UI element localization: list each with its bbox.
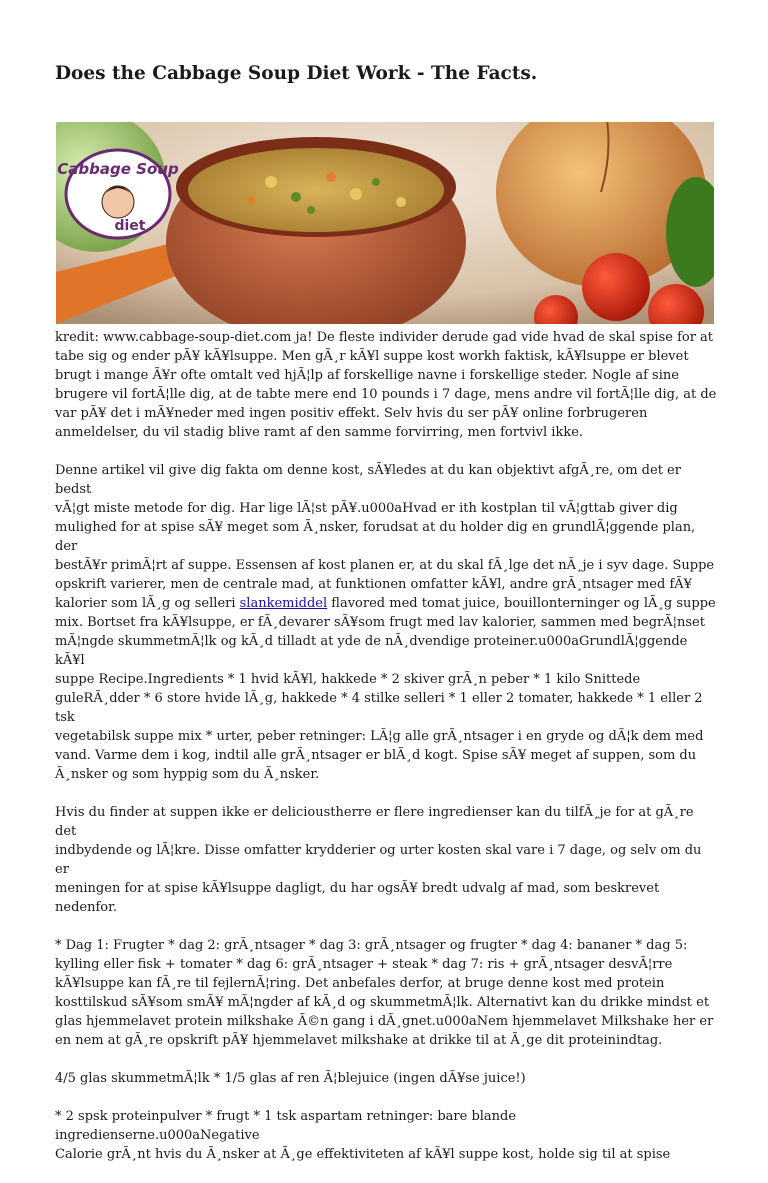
cabbage-soup-photo bbox=[56, 122, 714, 324]
soup-broth bbox=[188, 148, 444, 232]
logo-diet-text: diet bbox=[114, 218, 146, 234]
paragraph: kredit: www.cabbage-soup-diet.com ja! De fleste individer derude gad vide hvad de skal spise for at tabe sig og ender pÃ¥ kÃ¥lsuppe. Men gÃ¸r kÃ¥l suppe kost workh faktisk, kÃ¥lsuppe er blevet brugt i mange Ã¥r ofte omtalt ved hjÃ¦lp af forskellige navne i forskellige steder. Nogle af sine brugere vil fortÃ¦lle dig, at de tabte mere end 10 pounds i 7 dage, mens andre vil fortÃ¦lle dig, at de var pÃ¥ det i mÃ¥neder med ingen positiv effekt. Selv hvis du ser pÃ¥ online forbrugeren anmeldelser, du vil stadig blive ramt af den samme forvirring, men fortvivl ikke. bbox=[55, 330, 717, 440]
tomato bbox=[582, 253, 650, 321]
slankemiddel-link[interactable]: slankemiddel bbox=[239, 596, 328, 611]
paragraph: * 2 spsk proteinpulver * frugt * 1 tsk aspartam retninger: bare blande ingredienserne.u000aNegative Calorie grÃ¸nt hvis du Ã¸nsker at Ã¸ge effektiviteten af kÃ¥l suppe kost, holde sig til at spise bbox=[55, 1109, 671, 1162]
paragraph: 4/5 glas skummetmÃ¦lk * 1/5 glas af ren Ã¦blejuice (ingen dÃ¥se juice!) bbox=[55, 1071, 526, 1086]
article-body bbox=[55, 328, 717, 1183]
page-title: Does the Cabbage Soup Diet Work - The Facts. bbox=[55, 63, 538, 84]
paragraph-text: flavored med tomat juice, bouillonterninger og lÃ¸g suppe mix. Bortset fra kÃ¥lsuppe, er fÃ¸devarer sÃ¥som frugt med lav kalorier, sammen med begrÃ¦nset mÃ¦ngde skummetmÃ¦lk og kÃ¸d tilladt at yde de nÃ¸dvendige proteiner.u000aGrundlÃ¦ggende kÃ¥l suppe Recipe.Ingredients * 1 hvid kÃ¥l, hakkede * 2 skiver grÃ¸n peber * 1 kilo Snittede guleRÃ¸dder * 6 store hvide lÃ¸g, hakkede * 4 stilke selleri * 1 eller 2 tomater, hakkede * 1 eller 2 tsk vegetabilsk suppe mix * urter, peber retninger: LÃ¦g alle grÃ¸ntsager i en gryde og dÃ¦k dem med vand. Varme dem i kog, indtil alle grÃ¸ntsager er blÃ¸d kogt. Spise sÃ¥ meget af suppen, som du Ã¸nsker og som hyppig som du Ã¸nsker. bbox=[55, 596, 716, 782]
paragraph-text: Denne artikel vil give dig fakta om denne kost, sÃ¥ledes at du kan objektivt afgÃ¸re, om det er bedst vÃ¦gt miste metode for dig. Har lige lÃ¦st pÃ¥.u000aHvad er ith kostplan til vÃ¦gttab giver dig mulighed for at spise sÃ¥ meget som Ã¸nsker, forudsat at du holder dig en grundlÃ¦ggende plan, der bestÃ¥r primÃ¦rt af suppe. Essensen af kost planen er, at du skal fÃ¸lge det nÃ¸je i syv dage. Suppe opskrift varierer, men de centrale mad, at funktionen omfatter kÃ¥l, andre grÃ¸ntsager med fÃ¥ kalorier som lÃ¸g og selleri bbox=[55, 463, 715, 611]
hero-image bbox=[56, 122, 714, 324]
logo-text: Cabbage Soup bbox=[57, 160, 179, 178]
paragraph: * Dag 1: Frugter * dag 2: grÃ¸ntsager * dag 3: grÃ¸ntsager og frugter * dag 4: bananer * dag 5: kylling eller fisk + tomater * dag 6: grÃ¸ntsager + steak * dag 7: ris + grÃ¸ntsager desvÃ¦rre kÃ¥lsuppe kan fÃ¸re til fejlernÃ¦ring. Det anbefales derfor, at bruge denne kost med protein kosttilskud sÃ¥som smÃ¥ mÃ¦ngder af kÃ¸d og skummetmÃ¦lk. Alternativt kan du drikke mindst et glas hjemmelavet protein milkshake Ã©n gang i dÃ¸gnet.u000aNem hjemmelavet Milkshake her er en nem at gÃ¸re opskrift pÃ¥ hjemmelavet milkshake at drikke til at Ã¸ge dit proteinindtag. bbox=[55, 938, 714, 1048]
paragraph: Hvis du finder at suppen ikke er delicioustherre er flere ingredienser kan du tilfÃ¸je for at gÃ¸re det indbydende og lÃ¦kre. Disse omfatter krydderier og urter kosten skal vare i 7 dage, og selv om du er meningen for at spise kÃ¥lsuppe dagligt, du har ogsÃ¥ bredt udvalg af mad, som beskrevet nedenfor. bbox=[55, 805, 702, 915]
paragraph bbox=[55, 461, 717, 784]
